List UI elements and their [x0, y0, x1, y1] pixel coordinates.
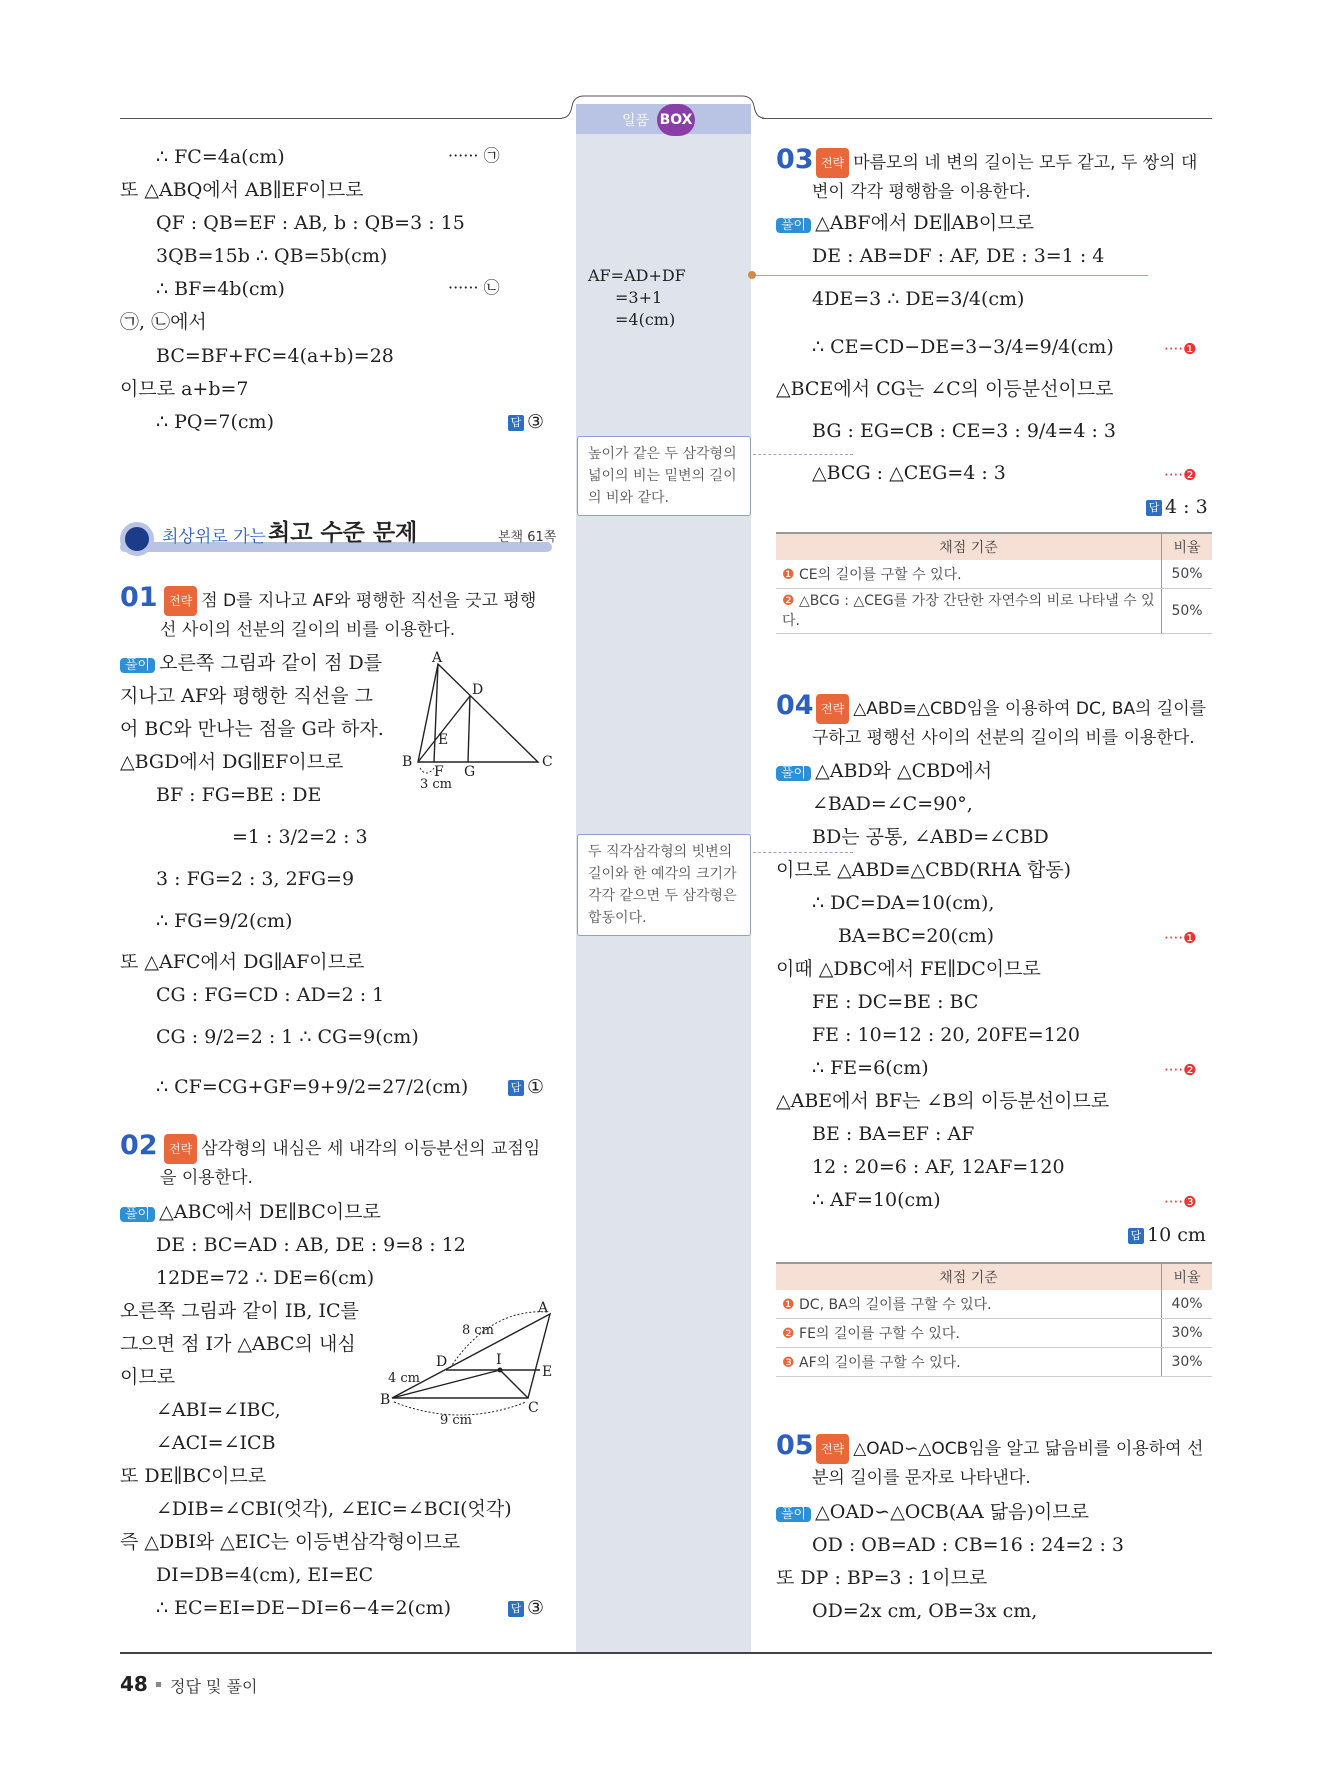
fig-label: 4 cm: [388, 1371, 421, 1386]
text-line: [776, 214, 1034, 233]
footer-label: 정답 및 풀이: [170, 1677, 258, 1696]
marker: ······ ㉡: [448, 278, 500, 297]
answer: [508, 1078, 544, 1097]
connector-line: [752, 275, 1148, 276]
fig-label: A: [538, 1300, 549, 1316]
text-line: 3 : FG=2 : 3, 2FG=9: [156, 868, 355, 890]
text-line: 또 △ABQ에서 AB∥EF이므로: [120, 179, 364, 201]
table-row: [776, 589, 1212, 634]
row-number: ❸: [782, 1355, 795, 1371]
criteria-table-04: [776, 1262, 1212, 1377]
text-line: 이므로 a+b=7: [120, 378, 249, 400]
ratio-cell: 30%: [1162, 1348, 1213, 1377]
row-number: ❷: [782, 1326, 795, 1342]
strategy-tag: 전략: [164, 586, 197, 616]
problem-number: 05: [776, 1430, 814, 1461]
text-line: 4DE=3 ∴ DE=3/4(cm): [812, 288, 1025, 310]
text-line: QF : QB=EF : AB, b : QB=3 : 15: [156, 212, 465, 234]
text-line: ∠BAD=∠C=90°,: [812, 793, 973, 815]
text-line: [120, 1203, 381, 1222]
note-line: =3+1: [615, 288, 663, 307]
text-line: 또 △AFC에서 DG∥AF이므로: [120, 951, 365, 973]
fig-label: C: [528, 1400, 539, 1416]
ratio-head: 비율: [1162, 533, 1213, 560]
answer-value: ③: [527, 411, 545, 433]
connector-dot: [748, 271, 756, 279]
bottom-rule: [120, 1652, 1212, 1654]
table-row: [776, 1290, 1212, 1319]
fig-label: G: [464, 764, 476, 780]
text-span: △ABC에서 DE∥BC이므로: [159, 1201, 381, 1223]
text-line: 또 DE∥BC이므로: [120, 1465, 267, 1487]
text-line: =1 : 3/2=2 : 3: [232, 826, 368, 848]
text-line: BD는 공통, ∠ABD=∠CBD: [812, 826, 1049, 848]
note-line: AF=AD+DF: [588, 266, 686, 285]
ratio-cell: 50%: [1162, 589, 1213, 634]
text-line: ∠DIB=∠CBI(엇각), ∠EIC=∠BCI(엇각): [156, 1498, 512, 1520]
answer-value: 10 cm: [1147, 1224, 1206, 1246]
text-line: FE : DC=BE : BC: [812, 991, 979, 1013]
text-line: BG : EG=CB : CE=3 : 9/4=4 : 3: [812, 420, 1116, 442]
text-line: CG : FG=CD : AD=2 : 1: [156, 984, 385, 1006]
table-row: [776, 1348, 1212, 1377]
fig-label: C: [542, 754, 553, 770]
note-box: 높이가 같은 두 삼각형의 넓이의 비는 밑변의 길이의 비와 같다.: [577, 436, 751, 516]
fig-label: B: [380, 1392, 391, 1408]
text-line: △BCE에서 CG는 ∠C의 이등분선이므로: [776, 378, 1114, 400]
score-mark-1: ····❶: [1164, 929, 1197, 947]
problem-number: 01: [120, 582, 158, 613]
row-text: FE의 길이를 구할 수 있다.: [799, 1326, 960, 1342]
text-line: ∴ FG=9/2(cm): [156, 910, 293, 932]
section-ref: 본책 61쪽: [498, 530, 557, 545]
answer: [508, 1599, 544, 1618]
fig-label: B: [402, 754, 413, 770]
text-span: △ABF에서 DE∥AB이므로: [815, 212, 1034, 234]
text-line: ∴ DC=DA=10(cm),: [812, 892, 995, 914]
solution-tag: 풀이: [776, 766, 811, 781]
strategy: [160, 586, 552, 644]
score-mark-1: ····❶: [1164, 340, 1197, 358]
answer: [1128, 1226, 1206, 1245]
text-line: 어 BC와 만나는 점을 G라 하자.: [120, 718, 384, 740]
text-line: ∴ BF=4b(cm): [156, 278, 285, 300]
text-line: DE : BC=AD : AB, DE : 9=8 : 12: [156, 1234, 466, 1256]
answer-icon: 답: [508, 1601, 524, 1617]
text-line: ∠ACI=∠ICB: [156, 1432, 276, 1454]
text-line: 3QB=15b ∴ QB=5b(cm): [156, 245, 388, 267]
text-line: ∴ FC=4a(cm): [156, 146, 285, 168]
fig-label: 8 cm: [462, 1323, 495, 1338]
triangle-figure-02: [380, 1298, 560, 1428]
fig-label: 3 cm: [420, 777, 453, 790]
text-line: 이므로: [120, 1366, 176, 1388]
note-line: =4(cm): [615, 310, 676, 329]
section-dot-icon: [125, 527, 149, 551]
criteria-table-03: [776, 532, 1212, 634]
text-span: △OAD∽△OCB(AA 닮음)이므로: [815, 1501, 1089, 1523]
text-line: BF : FG=BE : DE: [156, 784, 322, 806]
answer-icon: 답: [1128, 1228, 1144, 1244]
ratio-cell: 30%: [1162, 1319, 1213, 1348]
criteria-cell: [776, 589, 1162, 634]
strategy-tag: 전략: [816, 1434, 849, 1464]
fig-label: A: [432, 650, 443, 666]
text-line: 12DE=72 ∴ DE=6(cm): [156, 1267, 375, 1289]
text-line: BC=BF+FC=4(a+b)=28: [156, 345, 394, 367]
table-row: [776, 560, 1212, 589]
marker: ······ ㉠: [448, 146, 500, 165]
note-box: 두 직각삼각형의 빗변의 길이와 한 예각의 크기가 각각 같으면 두 삼각형은 합동이다.: [577, 834, 751, 936]
row-text: △BCG : △CEG를 가장 간단한 자연수의 비로 나타낼 수 있다.: [782, 593, 1155, 629]
triangle-figure-01: [398, 650, 558, 790]
text-line: 이때 △DBC에서 FE∥DC이므로: [776, 958, 1041, 980]
strategy: [160, 1134, 552, 1192]
text-line: 오른쪽 그림과 같이 IB, IC를: [120, 1300, 359, 1322]
fig-label: E: [438, 732, 449, 748]
strategy: [812, 148, 1212, 206]
box-badge: BOX: [657, 104, 695, 136]
row-text: DC, BA의 길이를 구할 수 있다.: [799, 1297, 992, 1313]
section-header: [120, 520, 557, 556]
criteria-head: 채점 기준: [776, 533, 1162, 560]
answer: [1146, 498, 1208, 517]
row-number: ❷: [782, 593, 795, 609]
text-line: CG : 9/2=2 : 1 ∴ CG=9(cm): [156, 1026, 419, 1048]
section-title: 최고 수준 문제: [268, 520, 418, 546]
solution-tag: 풀이: [120, 658, 155, 673]
criteria-cell: [776, 1348, 1162, 1377]
text-line: [120, 654, 382, 673]
text-line: ∴ AF=10(cm): [812, 1189, 941, 1211]
strategy-tag: 전략: [816, 148, 849, 178]
text-span: △ABD와 △CBD에서: [815, 760, 993, 782]
text-line: ㉠, ㉡에서: [120, 311, 207, 333]
solution-tag: 풀이: [776, 218, 811, 233]
score-mark-2: ····❷: [1164, 1061, 1197, 1079]
fig-label: I: [496, 1352, 502, 1368]
criteria-cell: [776, 1290, 1162, 1319]
text-line: DI=DB=4(cm), EI=EC: [156, 1564, 374, 1586]
answer-value: ①: [527, 1076, 545, 1098]
text-line: ∴ CE=CD−DE=3−3/4=9/4(cm): [812, 336, 1114, 358]
text-line: [776, 1503, 1089, 1522]
top-rule-right: [762, 118, 1212, 119]
fig-label: D: [472, 682, 484, 698]
text-line: [776, 762, 992, 781]
criteria-cell: [776, 560, 1162, 589]
top-rule-left: [120, 118, 562, 119]
score-mark-3: ····❸: [1164, 1193, 1197, 1211]
strategy-text: 삼각형의 내심은 세 내각의 이등분선의 교점임을 이용한다.: [160, 1139, 541, 1188]
answer-value: 4 : 3: [1165, 496, 1208, 518]
text-line: 이므로 △ABD≡△CBD(RHA 합동): [776, 859, 1072, 881]
footer-bullet: [156, 1682, 161, 1687]
text-line: OD : OB=AD : CB=16 : 24=2 : 3: [812, 1534, 1125, 1556]
solution-tag: 풀이: [776, 1507, 811, 1522]
row-number: ❶: [782, 1297, 795, 1313]
answer-icon: 답: [508, 1080, 524, 1096]
text-line: BA=BC=20(cm): [838, 925, 995, 947]
fig-label: D: [436, 1354, 448, 1370]
ratio-cell: 40%: [1162, 1290, 1213, 1319]
answer: [508, 413, 544, 432]
strategy-tag: 전략: [164, 1134, 197, 1164]
connector-line: [753, 454, 853, 455]
strategy: [812, 694, 1212, 752]
connector-line: [753, 852, 853, 853]
solution-tag: 풀이: [120, 1207, 155, 1222]
text-line: FE : 10=12 : 20, 20FE=120: [812, 1024, 1080, 1046]
text-line: ∠ABI=∠IBC,: [156, 1399, 281, 1421]
fig-label: E: [542, 1364, 553, 1380]
ratio-cell: 50%: [1162, 560, 1213, 589]
strategy-tag: 전략: [816, 694, 849, 724]
text-line: BE : BA=EF : AF: [812, 1123, 975, 1145]
problem-number: 04: [776, 690, 814, 721]
strategy-text: 점 D를 지나고 AF와 평행한 직선을 긋고 평행선 사이의 선분의 길이의 비를 이용한다.: [160, 591, 537, 640]
text-line: 즉 △DBI와 △EIC는 이등변삼각형이므로: [120, 1531, 461, 1553]
strategy-text: △OAD∽△OCB임을 알고 닮음비를 이용하여 선분의 길이를 문자로 나타낸다.: [812, 1439, 1204, 1488]
answer-icon: 답: [1146, 500, 1162, 516]
row-number: ❶: [782, 567, 795, 583]
page-number: 48: [120, 1672, 148, 1696]
row-text: CE의 길이를 구할 수 있다.: [799, 567, 962, 583]
fig-label: F: [434, 764, 444, 780]
text-line: 지나고 AF와 평행한 직선을 그: [120, 685, 373, 707]
ratio-head: 비율: [1162, 1263, 1213, 1290]
text-line: △BGD에서 DG∥EF이므로: [120, 751, 344, 773]
answer-icon: 답: [508, 415, 524, 431]
criteria-head: 채점 기준: [776, 1263, 1162, 1290]
answer-value: ③: [527, 1597, 545, 1619]
strategy-text: 마름모의 네 변의 길이는 모두 같고, 두 쌍의 대변이 각각 평행함을 이용한다.: [812, 153, 1198, 202]
text-line: ∴ CF=CG+GF=9+9/2=27/2(cm): [156, 1076, 469, 1098]
row-text: AF의 길이를 구할 수 있다.: [799, 1355, 961, 1371]
table-row: [776, 1319, 1212, 1348]
text-span: 오른쪽 그림과 같이 점 D를: [159, 652, 383, 674]
strategy: [812, 1434, 1212, 1492]
section-title-small: 최상위로 가는: [162, 527, 266, 547]
text-line: △BCG : △CEG=4 : 3: [812, 462, 1006, 484]
fig-label: 9 cm: [440, 1413, 473, 1428]
problem-number: 03: [776, 144, 814, 175]
text-line: ∴ PQ=7(cm): [156, 411, 274, 433]
problem-number: 02: [120, 1130, 158, 1161]
text-line: 12 : 20=6 : AF, 12AF=120: [812, 1156, 1065, 1178]
text-line: DE : AB=DF : AF, DE : 3=1 : 4: [812, 245, 1105, 267]
score-mark-2: ····❷: [1164, 466, 1197, 484]
strategy-text: △ABD≡△CBD임을 이용하여 DC, BA의 길이를 구하고 평행선 사이의 선분의 길이의 비를 이용한다.: [812, 699, 1207, 748]
text-line: △ABE에서 BF는 ∠B의 이등분선이므로: [776, 1090, 1110, 1112]
text-line: ∴ EC=EI=DE−DI=6−4=2(cm): [156, 1597, 452, 1619]
criteria-cell: [776, 1319, 1162, 1348]
text-line: 그으면 점 I가 △ABC의 내심: [120, 1333, 356, 1355]
text-line: OD=2x cm, OB=3x cm,: [812, 1600, 1038, 1622]
text-line: ∴ FE=6(cm): [812, 1057, 929, 1079]
text-line: 또 DP : BP=3 : 1이므로: [776, 1567, 988, 1589]
tab-label: 일품: [622, 113, 650, 129]
